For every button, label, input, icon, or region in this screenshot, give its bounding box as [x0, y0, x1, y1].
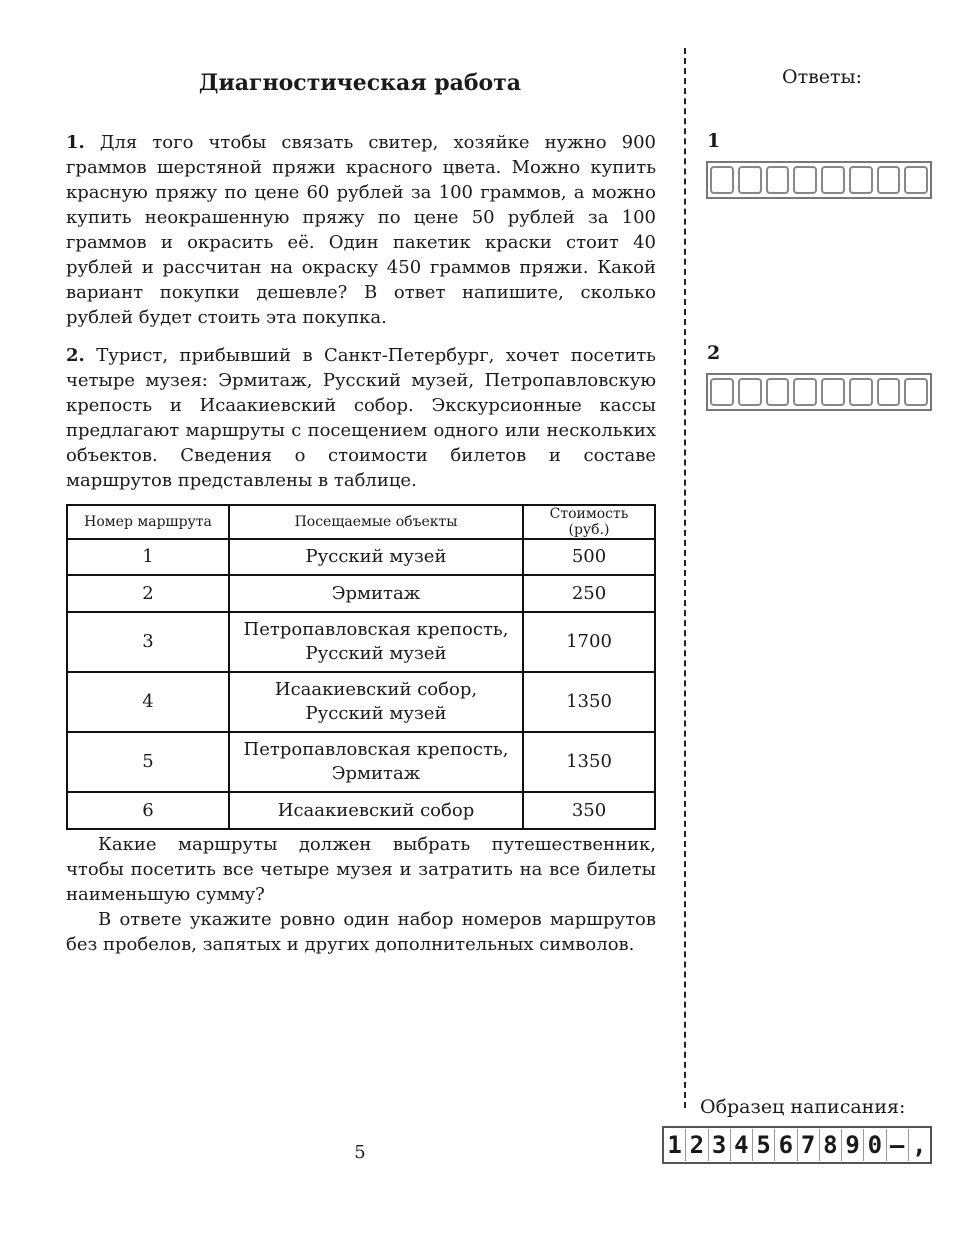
route-object-line: Эрмитаж	[331, 763, 421, 784]
answer-cell[interactable]	[849, 378, 873, 406]
task-1	[66, 130, 656, 330]
answer-cell[interactable]	[904, 378, 928, 406]
routes-table	[66, 504, 656, 830]
answer-2-input[interactable]	[706, 373, 932, 411]
answer-cell[interactable]	[793, 378, 817, 406]
route-object-line: Петропавловская крепость,	[243, 619, 509, 640]
answer-cell[interactable]	[738, 166, 762, 194]
answer-cell[interactable]	[738, 378, 762, 406]
route-objects	[229, 539, 523, 575]
route-number: 5	[67, 732, 229, 792]
route-object-line: Русский музей	[305, 546, 447, 567]
table-row	[67, 732, 655, 792]
page-title: Диагностическая работа	[198, 70, 522, 96]
answer-cell[interactable]	[793, 166, 817, 194]
table-header-row	[67, 505, 655, 539]
task-2-question: Какие маршруты должен выбрать путешественник, чтобы посетить все четыре музея и затратить на все билеты наименьшую сумму?	[66, 834, 656, 905]
route-cost: 350	[523, 792, 655, 829]
sample-char: ,	[908, 1129, 930, 1161]
sample-char: 7	[797, 1129, 819, 1161]
sample-label: Образец написания:	[700, 1096, 906, 1118]
task-2	[66, 343, 656, 493]
answer-cell[interactable]	[821, 166, 845, 194]
route-object-line: Исаакиевский собор,	[274, 679, 478, 700]
route-object-line: Петропавловская крепость,	[243, 739, 509, 760]
sample-char: 0	[863, 1129, 885, 1161]
sample-char: 2	[685, 1129, 707, 1161]
sample-char: 3	[708, 1129, 730, 1161]
sample-char: –	[886, 1129, 908, 1161]
task-2-instruction: В ответе укажите ровно один набор номеров маршрутов без пробелов, запятых и других дополнительных символов.	[66, 909, 656, 955]
route-cost: 250	[523, 575, 655, 612]
task-2-text: Турист, прибывший в Санкт-Петербург, хочет посетить четыре музея: Эрмитаж, Русский музей, Петропавловскую крепость и Исаакиевский собор. Экскурсионные кассы предлагают маршруты с посещением одного или нескольких объектов. Сведения о стоимости билетов и составе маршрутов представлены в таблице.	[66, 345, 656, 491]
route-object-line: Исаакиевский собор	[277, 799, 475, 821]
answer-cell[interactable]	[877, 378, 901, 406]
page-number: 5	[354, 1142, 366, 1163]
route-cost: 1350	[523, 732, 655, 792]
sample-char: 1	[667, 1131, 682, 1159]
table-row	[67, 612, 655, 672]
table-row	[67, 792, 655, 829]
sample-char: 5	[752, 1129, 774, 1161]
route-number: 6	[67, 792, 229, 829]
table-row	[67, 672, 655, 732]
task-2-number: 2.	[66, 345, 85, 366]
route-objects	[229, 732, 523, 792]
header-cost: Стоимость (руб.)	[523, 505, 655, 539]
task-1-text: Для того чтобы связать свитер, хозяйке нужно 900 граммов шерстяной пряжи красного цвета. Можно купить красную пряжу по цене 60 рублей за 100 граммов, а можно купить неокрашенную пряжу по цене 50 рублей за 100 граммов и окрасить её. Один пакетик краски стоит 40 рублей и рассчитан на окраску 450 граммов пряжи. Какой вариант покупки дешевле? В ответ напишите, сколько рублей будет стоить эта покупка.	[66, 132, 656, 328]
route-object-line: Русский музей	[305, 643, 447, 664]
answer-cell[interactable]	[904, 166, 928, 194]
route-object-line: Русский музей	[305, 703, 447, 724]
sample-char: 4	[730, 1129, 752, 1161]
answer-cell[interactable]	[821, 378, 845, 406]
answer-cell[interactable]	[766, 166, 790, 194]
route-object-line: Эрмитаж	[331, 582, 421, 604]
answer-1-input[interactable]	[706, 161, 932, 199]
header-objects: Посещаемые объекты	[229, 505, 523, 539]
answer-cell[interactable]	[766, 378, 790, 406]
table-row	[67, 575, 655, 612]
task-1-number: 1.	[66, 132, 85, 153]
route-objects	[229, 575, 523, 612]
cut-line-divider	[684, 48, 686, 1108]
route-objects	[229, 612, 523, 672]
answers-heading: Ответы:	[782, 66, 863, 88]
route-number: 2	[67, 575, 229, 612]
answer-1-number: 1	[707, 130, 721, 152]
route-number: 3	[67, 612, 229, 672]
answer-cell[interactable]	[877, 166, 901, 194]
route-cost: 1700	[523, 612, 655, 672]
sample-char: 9	[841, 1129, 863, 1161]
table-row	[67, 539, 655, 575]
answer-cell[interactable]	[710, 378, 734, 406]
sample-char: 8	[819, 1129, 841, 1161]
sample-writing-box	[662, 1126, 932, 1164]
route-cost: 500	[523, 539, 655, 575]
header-route-number: Номер маршрута	[67, 505, 229, 539]
answer-cell[interactable]	[710, 166, 734, 194]
route-number: 1	[67, 539, 229, 575]
route-objects	[229, 792, 523, 829]
route-objects	[229, 672, 523, 732]
route-cost: 1350	[523, 672, 655, 732]
answer-2-number: 2	[707, 342, 721, 364]
sample-char: 6	[774, 1129, 796, 1161]
answer-cell[interactable]	[849, 166, 873, 194]
route-number: 4	[67, 672, 229, 732]
